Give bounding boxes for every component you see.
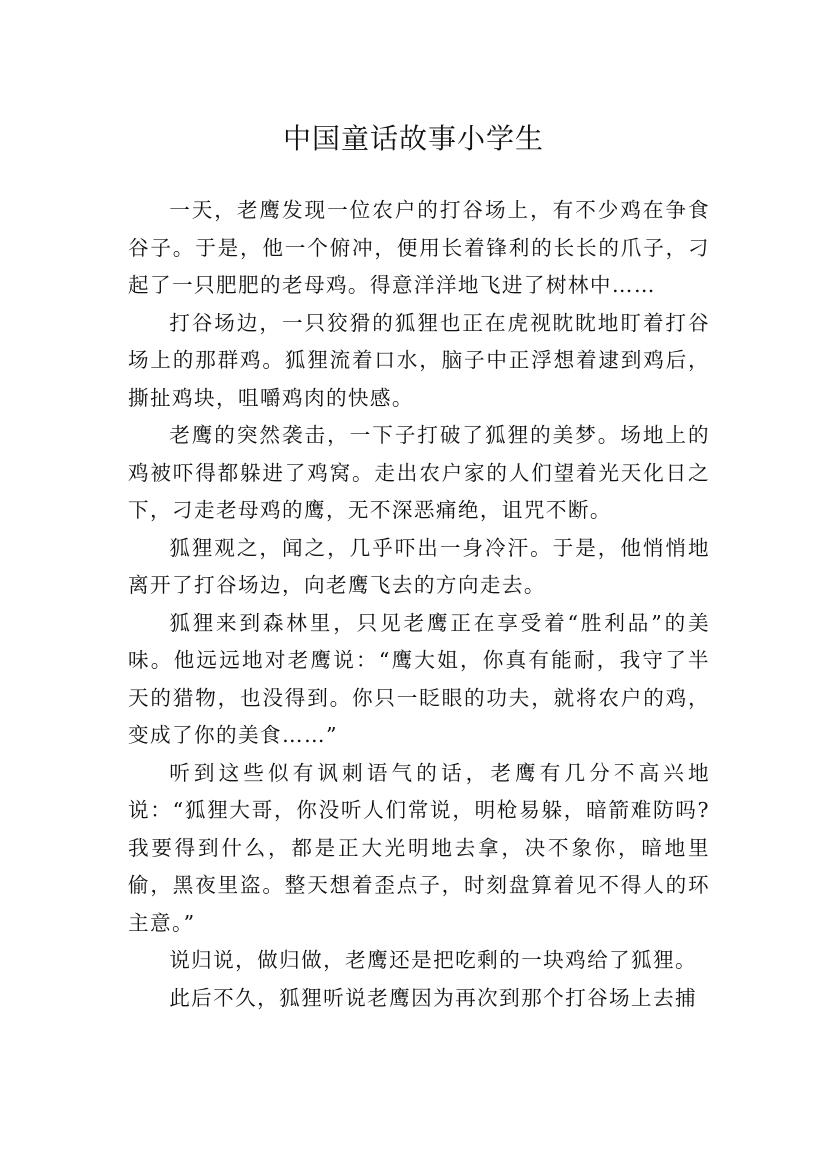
paragraph: 此后不久，狐狸听说老鹰因为再次到那个打谷场上去捕 [169,985,698,1010]
paragraph: 狐狸来到森林里，只见老鹰正在享受着“胜利品”的美味。他远远地对老鹰说：“鹰大姐，你真有能耐，我守了半天的猎物，也没得到。你只一眨眼的功夫，就将农户的鸡，变成了你的美食……” [128,610,710,747]
document-title: 中国童话故事小学生 [282,121,544,155]
document-body [128,192,710,1017]
paragraph: 老鹰的突然袭击，一下子打破了狐狸的美梦。场地上的鸡被吓得都躲进了鸡窝。走出农户家的人们望着光天化日之下，刁走老母鸡的鹰，无不深恶痛绝，诅咒不断。 [128,423,710,522]
paragraph: 狐狸观之，闻之，几乎吓出一身冷汗。于是，他悄悄地离开了打谷场边，向老鹰飞去的方向走去。 [128,535,710,597]
paragraph: 听到这些似有讽刺语气的话，老鹰有几分不高兴地说：“狐狸大哥，你没听人们常说，明枪易躲，暗箭难防吗?我要得到什么，都是正大光明地去拿，决不象你，暗地里偷，黑夜里盗。整天想着歪点子，时刻盘算着见不得人的环主意。” [128,760,710,935]
paragraph: 打谷场边，一只狡猾的狐狸也正在虎视眈眈地盯着打谷场上的那群鸡。狐狸流着口水，脑子中正浮想着逮到鸡后，撕扯鸡块，咀嚼鸡肉的快感。 [128,310,710,410]
paragraph: 说归说，做归做，老鹰还是把吃剩的一块鸡给了狐狸。 [169,948,698,972]
paragraph: 一天，老鹰发现一位农户的打谷场上，有不少鸡在争食谷子。于是，他一个俯冲，便用长着锋利的长长的爪子，刁起了一只肥肥的老母鸡。得意洋洋地飞进了树林中…… [128,198,710,297]
